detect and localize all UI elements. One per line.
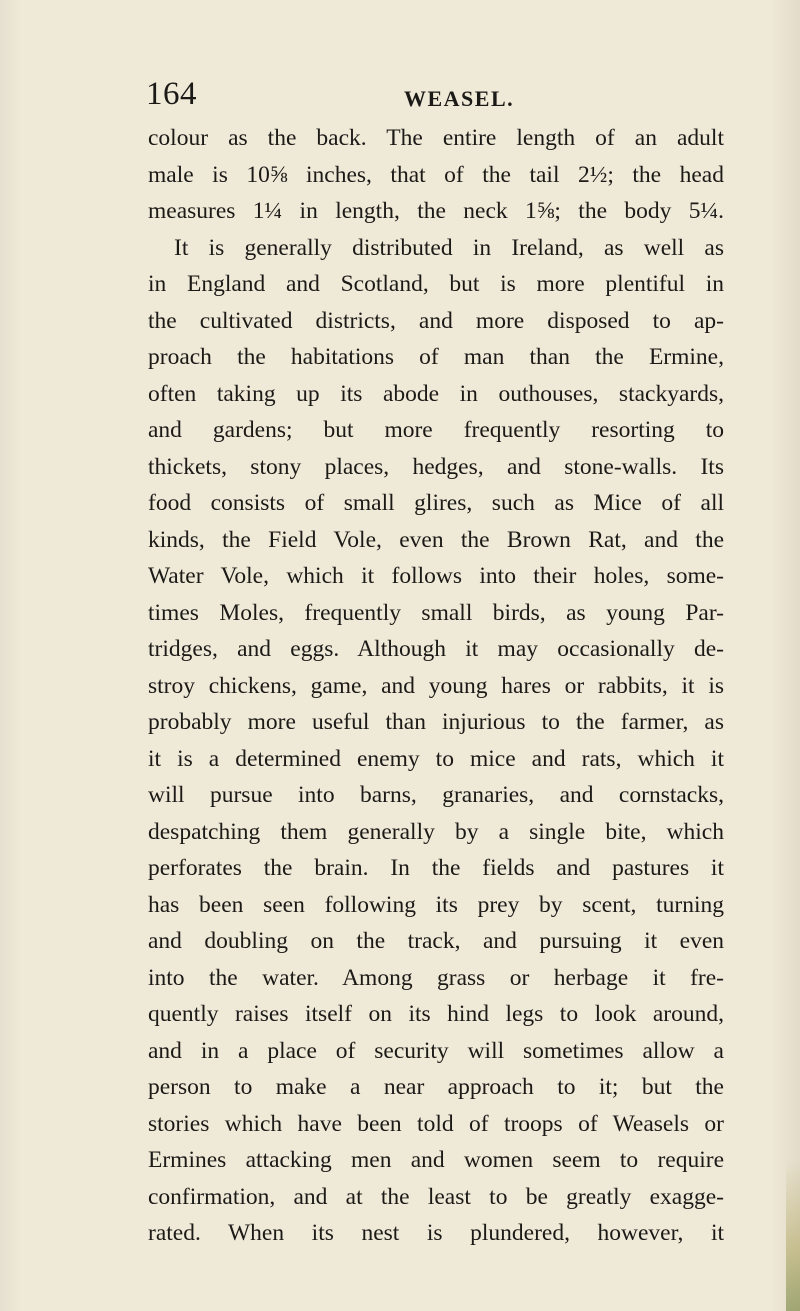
text-line: confirmation, and at the least to be greatly exagge- <box>148 1183 724 1210</box>
text-line: the cultivated districts, and more disposed to ap- <box>148 307 724 334</box>
text-line: and doubling on the track, and pursuing it even <box>148 928 724 954</box>
text-line: Water Vole, which it follows into their holes, some- <box>148 563 724 589</box>
text-line: in England and Scotland, but is more plentiful in <box>148 271 724 297</box>
text-line: measures 1¼ in length, the neck 1⅝; the body 5¼. <box>148 198 724 224</box>
text-line: perforates the brain. In the fields and pastures it <box>148 855 724 881</box>
text-line: food consists of small glires, such as Mice of all <box>148 490 724 516</box>
text-line: rated. When its nest is plundered, however, it <box>148 1220 724 1246</box>
text-line: thickets, stony places, hedges, and stone-walls. Its <box>148 453 724 480</box>
text-line: probably more useful than injurious to the farmer, as <box>148 709 724 735</box>
body-text <box>148 120 724 1252</box>
text-line: kinds, the Field Vole, even the Brown Rat, and the <box>148 526 724 553</box>
text-line: colour as the back. The entire length of an adult <box>148 125 724 151</box>
page-edge-stain <box>786 1161 800 1311</box>
text-line: male is 10⅝ inches, that of the tail 2½; the head <box>148 161 724 188</box>
text-line: will pursue into barns, granaries, and cornstacks, <box>148 782 724 808</box>
text-line: despatching them generally by a single bite, which <box>148 818 724 845</box>
running-head <box>146 76 726 116</box>
running-title: WEASEL. <box>404 86 515 111</box>
text-line: proach the habitations of man than the Ermine, <box>148 344 724 370</box>
text-line: often taking up its abode in outhouses, stackyards, <box>148 380 724 407</box>
text-line: stroy chickens, game, and young hares or rabbits, it is <box>148 672 724 699</box>
text-line: has been seen following its prey by scent, turning <box>148 891 724 918</box>
text-line: It is generally distributed in Ireland, as well as <box>174 234 724 261</box>
text-line: times Moles, frequently small birds, as young Par- <box>148 599 724 626</box>
text-line: stories which have been told of troops of Weasels or <box>148 1110 724 1137</box>
text-line: and in a place of security will sometimes allow a <box>148 1037 724 1064</box>
page-number: 164 <box>146 76 197 112</box>
text-line: person to make a near approach to it; but the <box>148 1074 724 1100</box>
text-line: Ermines attacking men and women seem to require <box>148 1147 724 1173</box>
text-line: quently raises itself on its hind legs to look around, <box>148 1001 724 1027</box>
text-line: it is a determined enemy to mice and rats, which it <box>148 745 724 772</box>
text-line: and gardens; but more frequently resorting to <box>148 417 724 443</box>
text-line: into the water. Among grass or herbage it fre- <box>148 964 724 991</box>
text-line: tridges, and eggs. Although it may occasionally de- <box>148 636 724 662</box>
